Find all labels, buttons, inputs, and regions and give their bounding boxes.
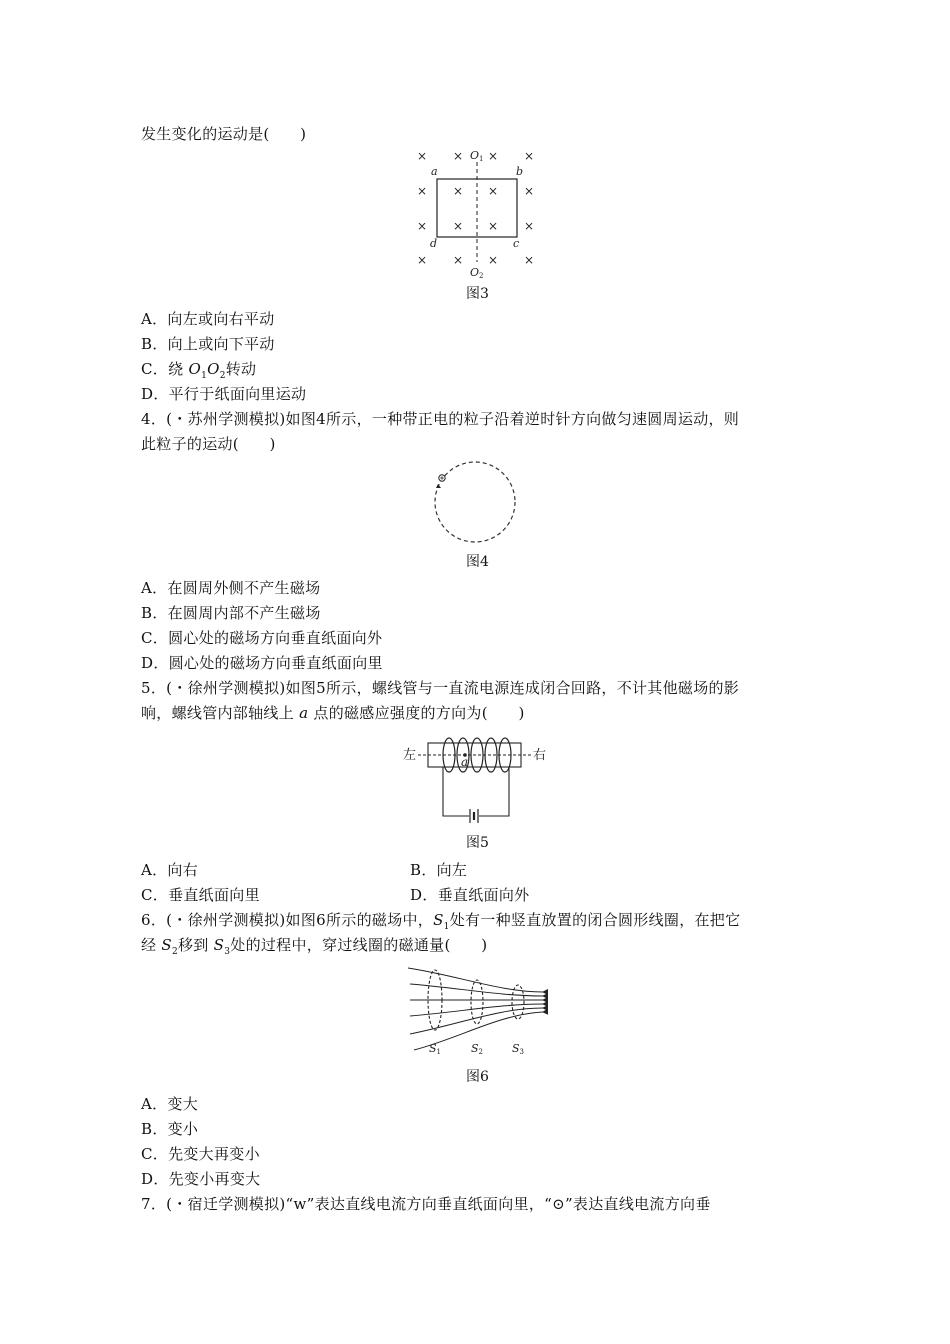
cross-mark: × [452,184,464,198]
label-o2: O2 [470,266,484,280]
question-continuation: 发生变化的运动是( ) [141,125,307,143]
label-a: a [431,165,438,178]
figure-5-caption: 图5 [466,835,489,851]
label-right: 右 [533,748,547,763]
battery-symbol [470,809,478,823]
figure-4-caption: 图4 [466,554,489,570]
label-o1: O1 [470,149,484,163]
cross-mark: × [523,184,535,198]
cross-mark: × [523,253,535,267]
cross-mark: × [416,253,428,267]
cross-mark: × [487,149,499,163]
option-b: B．向左 [410,861,468,879]
cross-mark: × [452,219,464,233]
cross-mark: × [523,149,535,163]
label-s1: S1 [429,1042,442,1056]
question-5-line-1: 5．(・徐州学测模拟)如图5所示，螺线管与一直流电源连成闭合回路，不计其他磁场的影 [141,679,740,697]
question-6-line-1: 6．(・徐州学测模拟)如图6所示的磁场中，$S_1$处有一种竖直放置的闭合圆形线圈，在把它 [141,911,741,932]
option-d: D．平行于纸面向里运动 [141,385,307,403]
question-6-line-2: 经 $S_2$移到 $S_3$处的过程中，穿过线圈的磁通量( ) [141,936,488,957]
option-a: A．向左或向右平动 [141,310,275,328]
label-s2: S2 [471,1042,484,1056]
label-c: c [513,237,520,250]
option-b: B．向上或向下平动 [141,335,275,353]
option-b: B．变小 [141,1120,199,1138]
circuit-wires [443,767,509,816]
figure-6-caption: 图6 [466,1069,489,1085]
figure-6-diagram [400,962,550,1060]
option-a: A．在圆周外侧不产生磁场 [141,579,321,597]
option-a: A．向右 [141,861,199,879]
cross-mark: × [523,219,535,233]
option-c: C．圆心处的磁场方向垂直纸面向外 [141,629,383,647]
cross-mark: × [452,149,464,163]
cross-mark: × [487,184,499,198]
figure-3-diagram [405,146,545,280]
field-lines [408,968,543,1050]
particle-orbit [435,462,515,542]
question-4-line-2: 此粒子的运动( ) [141,435,276,453]
label-s3: S3 [512,1042,525,1056]
figure-3-caption: 图3 [466,286,489,302]
figure-5-diagram [400,734,552,826]
cross-mark: × [452,253,464,267]
question-5-line-2: 响，螺线管内部轴线上 a 点的磁感应强度的方向为( ) [141,704,525,722]
label-left: 左 [403,748,417,763]
cross-mark: × [416,219,428,233]
option-d: D．圆心处的磁场方向垂直纸面向里 [141,654,383,672]
option-c: C．先变大再变小 [141,1145,260,1163]
question-4-line-1: 4．(・苏州学测模拟)如图4所示，一种带正电的粒子沿着逆时针方向做匀速圆周运动，则 [141,410,740,428]
figure-4-diagram [428,458,522,548]
option-a: A．变大 [141,1095,199,1113]
label-d: d [430,237,438,250]
cross-mark: × [416,149,428,163]
question-7-line-1: 7．(・宿迁学测模拟)“w”表达直线电流方向垂直纸面向里，“⊙”表达直线电流方向垂 [141,1195,711,1213]
option-d: D．垂直纸面向外 [410,886,530,904]
cross-mark: × [487,253,499,267]
option-b: B．在圆周内部不产生磁场 [141,604,321,622]
cross-mark: × [487,219,499,233]
label-b: b [516,165,524,178]
label-a: a [461,755,469,769]
option-d: D．先变小再变大 [141,1170,261,1188]
option-c: C．绕 $O_1O_2$转动 [141,360,257,381]
option-c: C．垂直纸面向里 [141,886,260,904]
cross-mark: × [416,184,428,198]
